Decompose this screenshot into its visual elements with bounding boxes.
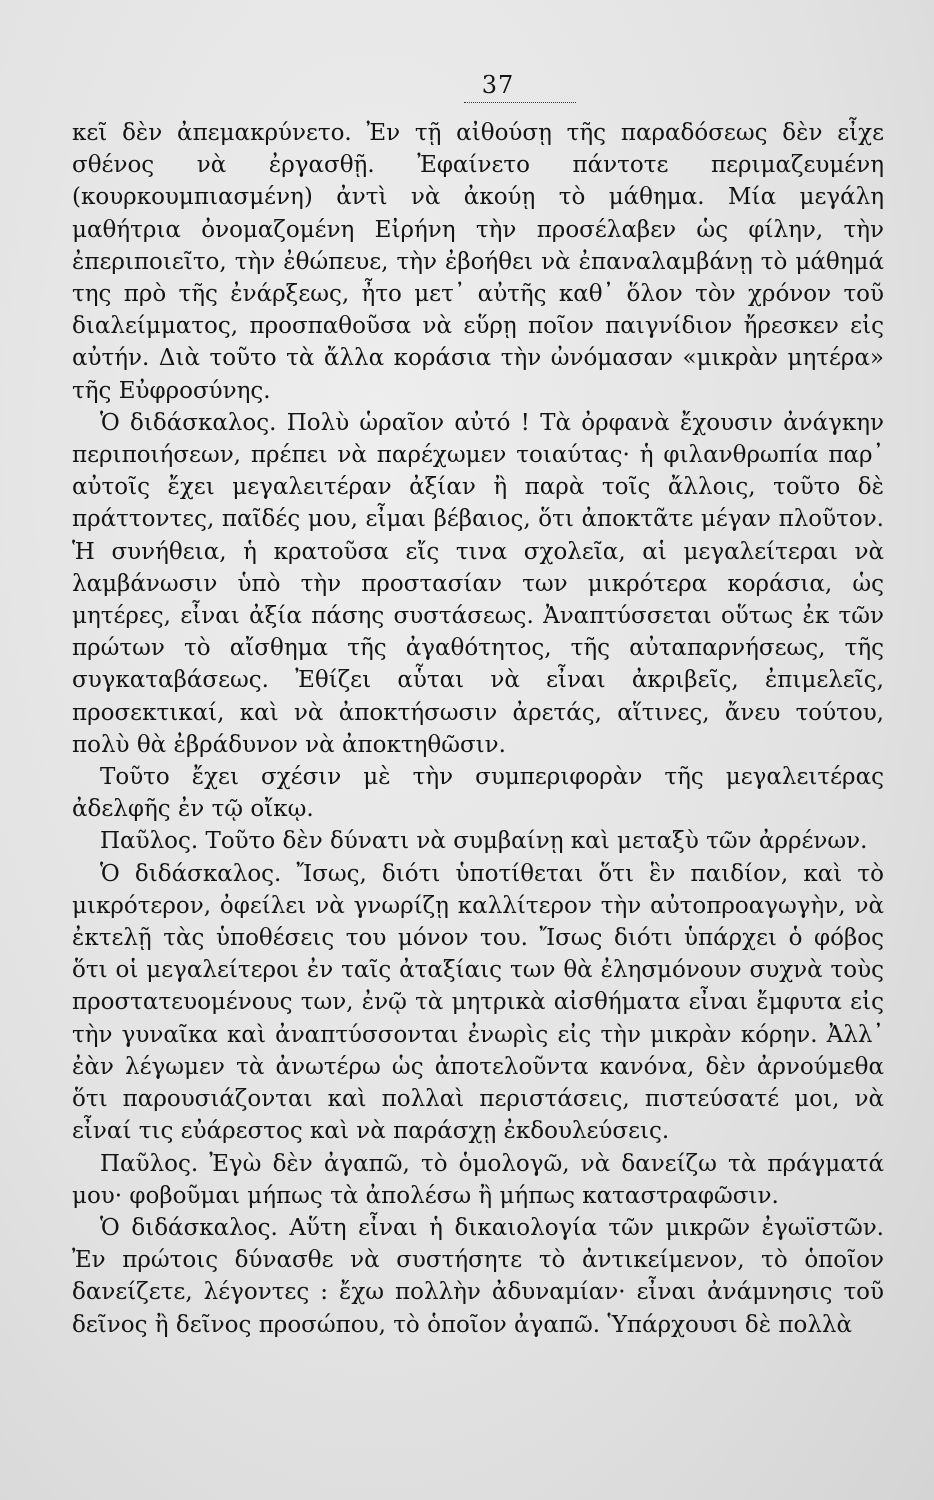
paragraph-teacher-speech-1: Ὁ διδάσκαλος. Πολὺ ὡραῖον αὐτό ! Τὰ ὀρφανὰ ἔχουσιν ἀνάγκην περιποιήσεων, πρέπει νὰ παρέχωμεν τοιαύτας· ἡ φιλανθρωπία παρ᾽ αὐτοῖς ἔχει μεγαλειτέραν ἀξίαν ἢ παρὰ τοῖς ἄλλοις, τοῦτο δὲ πράττοντες, παῖδές μου, εἶμαι βέβαιος, ὅτι ἀποκτᾶτε μέγαν πλοῦτον. Ἡ συνήθεια, ἡ κρατοῦσα εἴς τινα σχολεῖα, αἱ μεγαλείτεραι νὰ λαμβάνωσιν ὑπὸ τὴν προστασίαν των μικρότερα κοράσια, ὡς μητέρες, εἶναι ἀξία πάσης συστάσεως. Ἀναπτύσσεται οὕτως ἐκ τῶν πρώτων τὸ αἴσθημα τῆς ἀγαθότητος, τῆς αὐταπαρνήσεως, τῆς συγκαταβάσεως. Ἐθίζει αὗται νὰ εἶναι ἀκριβεῖς, ἐπιμελεῖς, προσεκτικαί, καὶ νὰ ἀποκτήσωσιν ἀρετάς, αἵτινες, ἄνευ τούτου, πολὺ θὰ ἐβράδυνον νὰ ἀποκτηθῶσιν. xyxy=(72,409,884,758)
page-number-rule xyxy=(464,102,576,103)
paragraph-teacher-speech-2: Ὁ διδάσκαλος. Ἴσως, διότι ὑποτίθεται ὅτι ἓν παιδίον, καὶ τὸ μικρότερον, ὀφείλει νὰ γνωρίζῃ καλλίτερον τὴν αὐτοπροαγωγὴν, νὰ ἐκτελῇ τὰς ὑποθέσεις του μόνον του. Ἴσως διότι ὑπάρχει ὁ φόβος ὅτι οἱ μεγαλείτεροι ἐν ταῖς ἀταξίαις των θὰ ἐλησμόνουν συχνὰ τοὺς προστατευομένους των, ἐνῷ τὰ μητρικὰ αἰσθήματα εἶναι ἔμφυτα εἰς τὴν γυναῖκα καὶ ἀναπτύσσονται ἐνωρὶς εἰς τὴν μικρὰν κόρην. Ἀλλ᾽ ἐὰν λέγωμεν τὰ ἀνωτέρω ὡς ἀποτελοῦντα κανόνα, δὲν ἀρνούμεθα ὅτι παρουσιάζονται καὶ πολλαὶ περιστάσεις, πιστεύσατέ μοι, νὰ εἶναί τις εὐάρεστος καὶ νὰ παράσχῃ ἐκδουλεύσεις. xyxy=(72,860,884,1145)
paragraph-paulos-speech-2: Παῦλος. Ἐγὼ δὲν ἀγαπῶ, τὸ ὁμολογῶ, νὰ δανείζω τὰ πράγματά μου· φοβοῦμαι μήπως τὰ ἀπολέσω ἢ μήπως καταστραφῶσιν. xyxy=(72,1150,884,1209)
body-text xyxy=(72,117,884,1341)
page-number: 37 xyxy=(481,71,515,99)
paragraph-paulos-speech-1: Παῦλος. Τοῦτο δὲν δύνατι νὰ συμβαίνῃ καὶ μεταξὺ τῶν ἀρρένων. xyxy=(100,828,868,855)
paragraph-continuation: κεῖ δὲν ἀπεμακρύνετο. Ἐν τῇ αἰθούσῃ τῆς παραδόσεως δὲν εἶχε σθένος νὰ ἐργασθῇ. Ἐφαίνετο πάντοτε περιμαζευμένη (κουρκουμπιασμένη) ἀντὶ νὰ ἀκούῃ τὸ μάθημα. Μία μεγάλη μαθήτρια ὀνομαζομένη Εἰρήνη τὴν προσέλαβεν ὡς φίλην, τὴν ἐπεριποιεῖτο, τὴν ἐθώπευε, τὴν ἐβοήθει νὰ ἐπαναλαμβάνῃ τὸ μάθημά της πρὸ τῆς ἐνάρξεως, ἦτο μετ᾽ αὐτῆς καθ᾽ ὅλον τὸν χρόνον τοῦ διαλείμματος, προσπαθοῦσα νὰ εὕρῃ ποῖον παιγνίδιον ἤρεσκεν εἰς αὐτήν. Διὰ τοῦτο τὰ ἄλλα κοράσια τὴν ὠνόμασαν «μικρὰν μητέρα» τῆς Εὐφροσύνης. xyxy=(72,120,884,404)
paragraph-sister-note: Τοῦτο ἔχει σχέσιν μὲ τὴν συμπεριφορὰν τῆς μεγαλειτέρας ἀδελφῆς ἐν τῷ οἴκῳ. xyxy=(72,764,884,823)
paragraph-teacher-speech-3: Ὁ διδάσκαλος. Αὕτη εἶναι ἡ δικαιολογία τῶν μικρῶν ἐγωϊστῶν. Ἐν πρώτοις δύνασθε νὰ συστήσητε τὸ ἀντικείμενον, τὸ ὁποῖον δανείζετε, λέγοντες : ἔχω πολλὴν ἀδυναμίαν· εἶναι ἀνάμνησις τοῦ δεῖνος ἢ δεῖνος προσώπου, τὸ ὁποῖον ἀγαπῶ. Ὑπάρχουσι δὲ πολλὰ xyxy=(72,1214,884,1338)
